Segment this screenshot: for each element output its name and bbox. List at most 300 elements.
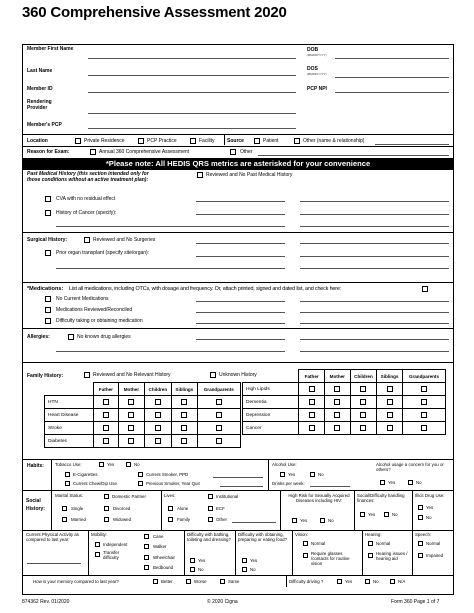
driving-yes-checkbox[interactable] bbox=[337, 579, 342, 584]
married-label: Married bbox=[71, 517, 86, 522]
family-unknown-checkbox[interactable] bbox=[210, 372, 216, 378]
surgical-line[interactable] bbox=[300, 256, 449, 257]
dob-format-hint: (MM/DD/YYYY) bbox=[307, 53, 327, 57]
surgical-reviewed-checkbox[interactable] bbox=[84, 237, 90, 243]
members-pcp-label: Member's PCP bbox=[27, 122, 62, 128]
member-id-field[interactable] bbox=[88, 92, 296, 93]
lives-other-field[interactable] bbox=[232, 522, 276, 523]
hedis-banner: *Please note: All HEDIS QRS metrics are asterisked for your convenience bbox=[22, 158, 454, 170]
no-drug-allergies-checkbox[interactable] bbox=[68, 334, 74, 340]
surgical-line[interactable] bbox=[300, 243, 449, 244]
current-smoker-checkbox[interactable] bbox=[138, 472, 143, 477]
illicit-yes-checkbox[interactable] bbox=[418, 505, 423, 510]
divorced-checkbox[interactable] bbox=[104, 506, 109, 511]
dementia-children-checkbox[interactable] bbox=[360, 399, 366, 405]
finances-yes-checkbox[interactable] bbox=[360, 512, 365, 517]
other-source-label: Other (name & relationship) bbox=[303, 138, 365, 144]
family-unknown-label: Unknown History bbox=[219, 372, 257, 378]
divider bbox=[354, 490, 355, 530]
walker-label: Walker bbox=[153, 544, 167, 549]
no-current-meds-label: No Current Medications bbox=[56, 296, 109, 302]
activity-label: Current Physical Activity as compared to last year: bbox=[26, 532, 79, 543]
cane-label: Cane bbox=[153, 534, 164, 539]
htn-children-checkbox[interactable] bbox=[155, 399, 161, 405]
domestic-partner-checkbox[interactable] bbox=[104, 494, 109, 499]
single-label: Single bbox=[71, 506, 84, 511]
medications-line[interactable] bbox=[300, 301, 449, 302]
bathing-label: Difficulty with bathing, toileting and dressing? bbox=[187, 532, 231, 543]
divider bbox=[22, 575, 454, 576]
col-mother: Mother bbox=[119, 383, 144, 396]
food-no-label: No bbox=[250, 567, 256, 572]
heart-grandparents-checkbox[interactable] bbox=[216, 412, 222, 418]
finances-no-checkbox[interactable] bbox=[384, 512, 389, 517]
facility-label: Facility bbox=[199, 138, 215, 144]
divider bbox=[22, 328, 454, 329]
pcp-npi-field[interactable] bbox=[335, 92, 449, 93]
allergies-line[interactable] bbox=[300, 339, 449, 340]
speech-normal-label: Normal bbox=[426, 541, 441, 546]
rendering-provider-field[interactable] bbox=[88, 113, 296, 114]
cancer-mother-checkbox[interactable] bbox=[334, 425, 340, 431]
divider bbox=[22, 282, 454, 283]
rendering-provider-label: Rendering Provider bbox=[27, 99, 52, 111]
independent-label: Independent bbox=[103, 542, 128, 547]
stroke-father-checkbox[interactable] bbox=[103, 425, 109, 431]
concern-yes-label: Yes bbox=[388, 480, 396, 485]
driving-label: Difficulty driving ? bbox=[289, 579, 324, 584]
divider bbox=[268, 459, 269, 490]
col-children: Children bbox=[350, 370, 377, 383]
col-father: Father bbox=[299, 370, 325, 383]
pmh-reviewed-label: Reviewed and No Past Medical History bbox=[206, 172, 293, 178]
allergies-line[interactable] bbox=[300, 351, 449, 352]
tobacco-yes-label: Yes bbox=[107, 462, 115, 467]
mobility-label: Mobility: bbox=[91, 532, 108, 537]
copyright: © 2020 Cigna bbox=[207, 599, 238, 605]
row-cancer: Cancer bbox=[243, 422, 299, 435]
finances-label: Social/Difficulty handling finances: bbox=[357, 493, 405, 504]
pmh-line[interactable] bbox=[300, 201, 449, 202]
speech-impaired-label: Impaired bbox=[426, 553, 444, 558]
divider bbox=[161, 490, 162, 530]
heart-children-checkbox[interactable] bbox=[155, 412, 161, 418]
dementia-grandparents-checkbox[interactable] bbox=[421, 399, 427, 405]
memory-label: How is your memory compared to last year? bbox=[33, 579, 119, 584]
bedbound-checkbox[interactable] bbox=[144, 565, 149, 570]
col-siblings: Siblings bbox=[377, 370, 403, 383]
diabetes-siblings-checkbox[interactable] bbox=[181, 438, 187, 444]
surgical-reviewed-label: Reviewed and No Surgeries bbox=[93, 237, 156, 243]
driving-yes-label: Yes bbox=[345, 579, 353, 584]
annual-assessment-checkbox[interactable] bbox=[90, 149, 96, 155]
illicit-yes-label: Yes bbox=[426, 505, 434, 510]
walker-checkbox[interactable] bbox=[144, 544, 149, 549]
depression-siblings-checkbox[interactable] bbox=[387, 412, 393, 418]
stroke-grandparents-checkbox[interactable] bbox=[216, 425, 222, 431]
cva-checkbox[interactable] bbox=[45, 196, 51, 202]
member-id-label: Member ID bbox=[27, 86, 53, 92]
pmh-line[interactable] bbox=[300, 214, 449, 215]
hearing-label: Hearing: bbox=[365, 532, 382, 537]
allergies-line[interactable] bbox=[196, 339, 285, 340]
high-risk-yes-label: Yes bbox=[300, 518, 308, 523]
stroke-mother-checkbox[interactable] bbox=[128, 425, 134, 431]
wheelchair-label: Wheelchair bbox=[153, 555, 175, 560]
col-father: Father bbox=[93, 383, 118, 396]
facility-checkbox[interactable] bbox=[190, 138, 196, 144]
family-history-table-right bbox=[242, 369, 446, 435]
source-label: Source bbox=[227, 138, 244, 144]
divider bbox=[22, 459, 454, 460]
dementia-mother-checkbox[interactable] bbox=[334, 399, 340, 405]
attach-list-checkbox[interactable] bbox=[422, 286, 428, 292]
col-siblings: Siblings bbox=[172, 383, 197, 396]
pcp-practice-label: PCP Practice bbox=[147, 138, 177, 144]
surgical-line[interactable] bbox=[300, 268, 449, 269]
col-mother: Mother bbox=[325, 370, 351, 383]
prev-smoker-checkbox[interactable] bbox=[138, 481, 143, 486]
lipids-grandparents-checkbox[interactable] bbox=[421, 386, 427, 392]
stroke-children-checkbox[interactable] bbox=[155, 425, 161, 431]
habits-title: Habits: bbox=[27, 463, 44, 469]
food-label: Difficulty with obtaining, preparing or eating food? bbox=[238, 532, 288, 543]
no-current-meds-checkbox[interactable] bbox=[45, 296, 51, 302]
col-children: Children bbox=[144, 383, 172, 396]
pmh-line[interactable] bbox=[196, 214, 285, 215]
history-cancer-checkbox[interactable] bbox=[45, 210, 51, 216]
concern-no-checkbox[interactable] bbox=[408, 480, 413, 485]
divider bbox=[362, 530, 363, 575]
row-htn: HTN bbox=[45, 396, 94, 409]
dob-label: DOB bbox=[307, 47, 319, 53]
other-source-checkbox[interactable] bbox=[294, 138, 300, 144]
patient-label: Patient bbox=[263, 138, 279, 144]
diabetes-grandparents-checkbox[interactable] bbox=[216, 438, 222, 444]
memory-same-checkbox[interactable] bbox=[220, 579, 225, 584]
drinks-label: Drinks per week: bbox=[272, 481, 305, 486]
year-quit-field[interactable] bbox=[220, 486, 263, 487]
vision-glasses-checkbox[interactable] bbox=[303, 553, 308, 558]
divider bbox=[184, 530, 185, 575]
ecf-label: ECF bbox=[216, 506, 225, 511]
organ-transplant-checkbox[interactable] bbox=[45, 250, 51, 256]
hearing-aid-checkbox[interactable] bbox=[368, 553, 373, 558]
widowed-checkbox[interactable] bbox=[104, 517, 109, 522]
activity-field[interactable] bbox=[27, 563, 81, 564]
row-depression: Depression bbox=[243, 409, 299, 422]
lipids-father-checkbox[interactable] bbox=[309, 386, 315, 392]
lives-label: Lives: bbox=[164, 493, 176, 498]
food-no-checkbox[interactable] bbox=[242, 567, 247, 572]
family-label: Family bbox=[177, 517, 190, 522]
illicit-no-label: No bbox=[426, 515, 432, 520]
dementia-father-checkbox[interactable] bbox=[309, 399, 315, 405]
divider bbox=[412, 530, 413, 575]
organ-transplant-label: Prior organ transplant (specify site/organ): bbox=[56, 250, 150, 256]
divider bbox=[22, 232, 454, 233]
depression-children-checkbox[interactable] bbox=[360, 412, 366, 418]
heart-mother-checkbox[interactable] bbox=[128, 412, 134, 418]
medications-line[interactable] bbox=[196, 301, 285, 302]
reason-label: Reason for Exam: bbox=[27, 149, 70, 155]
pmh-reviewed-checkbox[interactable] bbox=[197, 172, 203, 178]
cva-label: CVA with no residual effect bbox=[56, 196, 116, 202]
speech-label: Speech: bbox=[415, 532, 432, 537]
members-pcp-field[interactable] bbox=[88, 128, 296, 129]
high-risk-label: High Risk for Sexually Acquired Diseases including HIV: bbox=[288, 493, 350, 504]
divider bbox=[292, 530, 293, 575]
food-yes-checkbox[interactable] bbox=[242, 558, 247, 563]
dos-label: DOS bbox=[307, 66, 318, 72]
col-grandparents: Grandparents bbox=[402, 370, 445, 383]
divider bbox=[224, 135, 225, 145]
memory-better-checkbox[interactable] bbox=[153, 579, 158, 584]
tobacco-yes-checkbox[interactable] bbox=[99, 462, 104, 467]
htn-siblings-checkbox[interactable] bbox=[181, 399, 187, 405]
row-dementia: Dementia bbox=[243, 396, 299, 409]
surgical-line[interactable] bbox=[196, 243, 285, 244]
ecig-checkbox[interactable] bbox=[65, 472, 70, 477]
alone-label: Alone bbox=[177, 506, 189, 511]
lives-other-label: Other bbox=[216, 517, 227, 522]
social-title: Social History: bbox=[26, 498, 45, 512]
allergies-title: Allergies: bbox=[27, 334, 50, 340]
history-cancer-label: History of Cancer (specify): bbox=[56, 210, 117, 216]
vision-label: Vision: bbox=[295, 532, 309, 537]
surgical-title: Surgical History: bbox=[27, 237, 68, 243]
hearing-normal-checkbox[interactable] bbox=[368, 541, 373, 546]
divorced-label: Divorced bbox=[113, 506, 131, 511]
dos-format-hint: (MM/DD/YYYY) bbox=[307, 72, 327, 76]
ecig-label: E-Cigarettes bbox=[73, 472, 98, 477]
finances-no-label: No bbox=[392, 512, 398, 517]
divider bbox=[22, 134, 454, 135]
lipids-siblings-checkbox[interactable] bbox=[387, 386, 393, 392]
family-reviewed-label: Reviewed and No Relevant History bbox=[93, 372, 171, 378]
lipids-mother-checkbox[interactable] bbox=[334, 386, 340, 392]
memory-worse-checkbox[interactable] bbox=[186, 579, 191, 584]
speech-normal-checkbox[interactable] bbox=[418, 541, 423, 546]
diabetes-children-checkbox[interactable] bbox=[155, 438, 161, 444]
driving-no-label: No bbox=[373, 579, 379, 584]
depression-father-checkbox[interactable] bbox=[309, 412, 315, 418]
driving-na-checkbox[interactable] bbox=[390, 579, 395, 584]
single-checkbox[interactable] bbox=[62, 506, 67, 511]
location-label: Location bbox=[27, 138, 48, 144]
alcohol-no-checkbox[interactable] bbox=[310, 472, 315, 477]
reason-other-checkbox[interactable] bbox=[230, 149, 236, 155]
institutional-checkbox[interactable] bbox=[208, 494, 213, 499]
private-residence-label: Private Residence bbox=[84, 138, 125, 144]
chew-checkbox[interactable] bbox=[65, 481, 70, 486]
alcohol-no-label: No bbox=[318, 472, 324, 477]
alcohol-concern-label: Alcohol usage a concern for you or others? bbox=[376, 462, 444, 473]
row-diabetes: Diabetes bbox=[45, 435, 94, 448]
divider bbox=[22, 530, 454, 531]
htn-grandparents-checkbox[interactable] bbox=[216, 399, 222, 405]
divider bbox=[22, 490, 454, 491]
medications-line[interactable] bbox=[300, 323, 449, 324]
family-reviewed-checkbox[interactable] bbox=[84, 372, 90, 378]
family-history-table-left bbox=[44, 382, 241, 448]
dos-field[interactable] bbox=[335, 77, 449, 78]
memory-better-label: Better bbox=[161, 579, 173, 584]
institutional-label: Institutional bbox=[216, 494, 239, 499]
pmh-title: Past Medical History (this section intended only for bbox=[27, 171, 149, 177]
widowed-label: Widowed bbox=[113, 517, 132, 522]
ppd-field[interactable] bbox=[213, 477, 263, 478]
page-title: 360 Comprehensive Assessment 2020 bbox=[22, 4, 287, 21]
illicit-no-checkbox[interactable] bbox=[418, 515, 423, 520]
member-first-name-field[interactable] bbox=[88, 58, 296, 59]
other-source-field[interactable] bbox=[375, 144, 449, 145]
memory-same-label: Same bbox=[228, 579, 240, 584]
diabetes-mother-checkbox[interactable] bbox=[128, 438, 134, 444]
pmh-line[interactable] bbox=[300, 226, 449, 227]
meds-reviewed-label: Medications Reviewed/Reconciled bbox=[56, 307, 133, 313]
medications-line[interactable] bbox=[196, 323, 285, 324]
lives-other-checkbox[interactable] bbox=[208, 517, 213, 522]
divider bbox=[22, 362, 454, 363]
high-risk-yes-checkbox[interactable] bbox=[292, 518, 297, 523]
tobacco-no-checkbox[interactable] bbox=[126, 462, 131, 467]
driving-no-checkbox[interactable] bbox=[365, 579, 370, 584]
row-high-lipids: High Lipids bbox=[243, 383, 299, 396]
page-number: Form 360 Page 1 of 7 bbox=[391, 599, 440, 605]
alcohol-yes-label: Yes bbox=[288, 472, 296, 477]
meds-difficulty-checkbox[interactable] bbox=[45, 318, 51, 324]
heart-siblings-checkbox[interactable] bbox=[181, 412, 187, 418]
last-name-field[interactable] bbox=[88, 75, 296, 76]
divider bbox=[286, 575, 287, 587]
independent-checkbox[interactable] bbox=[95, 542, 100, 547]
hearing-normal-label: Normal bbox=[376, 541, 391, 546]
private-residence-checkbox[interactable] bbox=[75, 138, 81, 144]
cancer-children-checkbox[interactable] bbox=[360, 425, 366, 431]
cancer-siblings-checkbox[interactable] bbox=[387, 425, 393, 431]
no-drug-allergies-label: No known drug allergies bbox=[77, 334, 131, 340]
ecf-checkbox[interactable] bbox=[208, 506, 213, 511]
divider bbox=[235, 530, 236, 575]
surgical-line[interactable] bbox=[196, 256, 285, 257]
alcohol-yes-checkbox[interactable] bbox=[280, 472, 285, 477]
bathing-yes-checkbox[interactable] bbox=[190, 558, 195, 563]
vision-normal-label: Normal bbox=[311, 541, 326, 546]
domestic-partner-label: Domestic Partner bbox=[112, 494, 146, 499]
medications-line[interactable] bbox=[196, 312, 285, 313]
dob-field[interactable] bbox=[335, 58, 449, 59]
bathing-yes-label: Yes bbox=[198, 558, 206, 563]
alone-checkbox[interactable] bbox=[168, 506, 173, 511]
high-risk-no-label: No bbox=[328, 518, 334, 523]
concern-yes-checkbox[interactable] bbox=[380, 480, 385, 485]
htn-mother-checkbox[interactable] bbox=[128, 399, 134, 405]
transfer-difficulty-label: Transfer difficulty bbox=[103, 550, 120, 561]
high-risk-no-checkbox[interactable] bbox=[320, 518, 325, 523]
cancer-father-checkbox[interactable] bbox=[309, 425, 315, 431]
row-heart-disease: Heart Disease bbox=[45, 409, 94, 422]
pmh-title-2: those conditions without an active treatment plan): bbox=[27, 177, 149, 183]
bathing-no-label: No bbox=[198, 567, 204, 572]
depression-grandparents-checkbox[interactable] bbox=[421, 412, 427, 418]
concern-no-label: No bbox=[416, 480, 422, 485]
driving-na-label: N/A bbox=[398, 579, 406, 584]
col-grandparents: Grandparents bbox=[197, 383, 240, 396]
food-yes-label: Yes bbox=[250, 558, 258, 563]
form-id: 874362 Rev. 01/2020 bbox=[22, 599, 70, 605]
chew-label: Current Chew/Dip Use bbox=[73, 481, 117, 486]
pcp-practice-checkbox[interactable] bbox=[138, 138, 144, 144]
surgical-line[interactable] bbox=[56, 268, 285, 269]
marital-label: Marital Status: bbox=[55, 493, 84, 498]
tobacco-label: Tobacco Use: bbox=[55, 462, 82, 467]
cane-checkbox[interactable] bbox=[144, 534, 149, 539]
hearing-aid-label: Hearing issues / hearing aid bbox=[376, 551, 408, 562]
cancer-grandparents-checkbox[interactable] bbox=[421, 425, 427, 431]
prev-smoker-label: Previous Smoker, Year Quit bbox=[146, 481, 200, 486]
medications-line[interactable] bbox=[300, 312, 449, 313]
tobacco-no-label: No bbox=[134, 462, 140, 467]
pmh-line[interactable] bbox=[196, 201, 285, 202]
divider bbox=[51, 459, 52, 490]
divider bbox=[88, 530, 89, 575]
family-title: Family History: bbox=[27, 373, 64, 379]
lipids-children-checkbox[interactable] bbox=[360, 386, 366, 392]
medications-instruction: List all medications, including OTCs, with dosage and frequency. Or, attach printed, signed and dated list, and check here: bbox=[69, 286, 342, 292]
row-stroke: Stroke bbox=[45, 422, 94, 435]
heart-father-checkbox[interactable] bbox=[103, 412, 109, 418]
patient-checkbox[interactable] bbox=[254, 138, 260, 144]
meds-difficulty-label: Difficulty taking or obtaining medication bbox=[56, 318, 143, 324]
finances-yes-label: Yes bbox=[368, 512, 376, 517]
memory-worse-label: Worse bbox=[194, 579, 207, 584]
divider bbox=[280, 490, 281, 530]
alcohol-label: Alcohol Use: bbox=[272, 462, 297, 467]
annual-assessment-label: Annual 360 Comprehensive Assessment bbox=[99, 149, 190, 155]
pcp-npi-label: PCP NPI bbox=[307, 86, 327, 92]
reason-other-field[interactable] bbox=[258, 155, 449, 156]
wheelchair-checkbox[interactable] bbox=[144, 555, 149, 560]
transfer-difficulty-checkbox[interactable] bbox=[95, 552, 100, 557]
last-name-label: Last Name bbox=[27, 68, 53, 74]
married-checkbox[interactable] bbox=[62, 517, 67, 522]
stroke-siblings-checkbox[interactable] bbox=[181, 425, 187, 431]
speech-impaired-checkbox[interactable] bbox=[418, 553, 423, 558]
current-smoker-label: Current Smoker, PPD bbox=[146, 472, 189, 477]
depression-mother-checkbox[interactable] bbox=[334, 412, 340, 418]
member-first-name-label: Member First Name bbox=[27, 46, 74, 52]
vision-glasses-label: Require glasses /contacts for routine vision bbox=[311, 551, 350, 567]
reason-other-label: Other bbox=[240, 149, 253, 155]
diabetes-father-checkbox[interactable] bbox=[103, 438, 109, 444]
medications-title: *Medications: bbox=[27, 286, 64, 292]
divider bbox=[412, 490, 413, 530]
family-checkbox[interactable] bbox=[168, 517, 173, 522]
allergies-line[interactable] bbox=[56, 351, 285, 352]
illicit-drug-label: Illicit Drug Use: bbox=[415, 493, 445, 498]
meds-reviewed-checkbox[interactable] bbox=[45, 307, 51, 313]
bedbound-label: Bedbound bbox=[153, 565, 174, 570]
drinks-field[interactable] bbox=[310, 486, 350, 487]
divider bbox=[51, 490, 52, 530]
vision-normal-checkbox[interactable] bbox=[303, 541, 308, 546]
pmh-line[interactable] bbox=[56, 226, 285, 227]
bathing-no-checkbox[interactable] bbox=[190, 567, 195, 572]
dementia-siblings-checkbox[interactable] bbox=[387, 399, 393, 405]
htn-father-checkbox[interactable] bbox=[103, 399, 109, 405]
divider bbox=[22, 146, 454, 147]
